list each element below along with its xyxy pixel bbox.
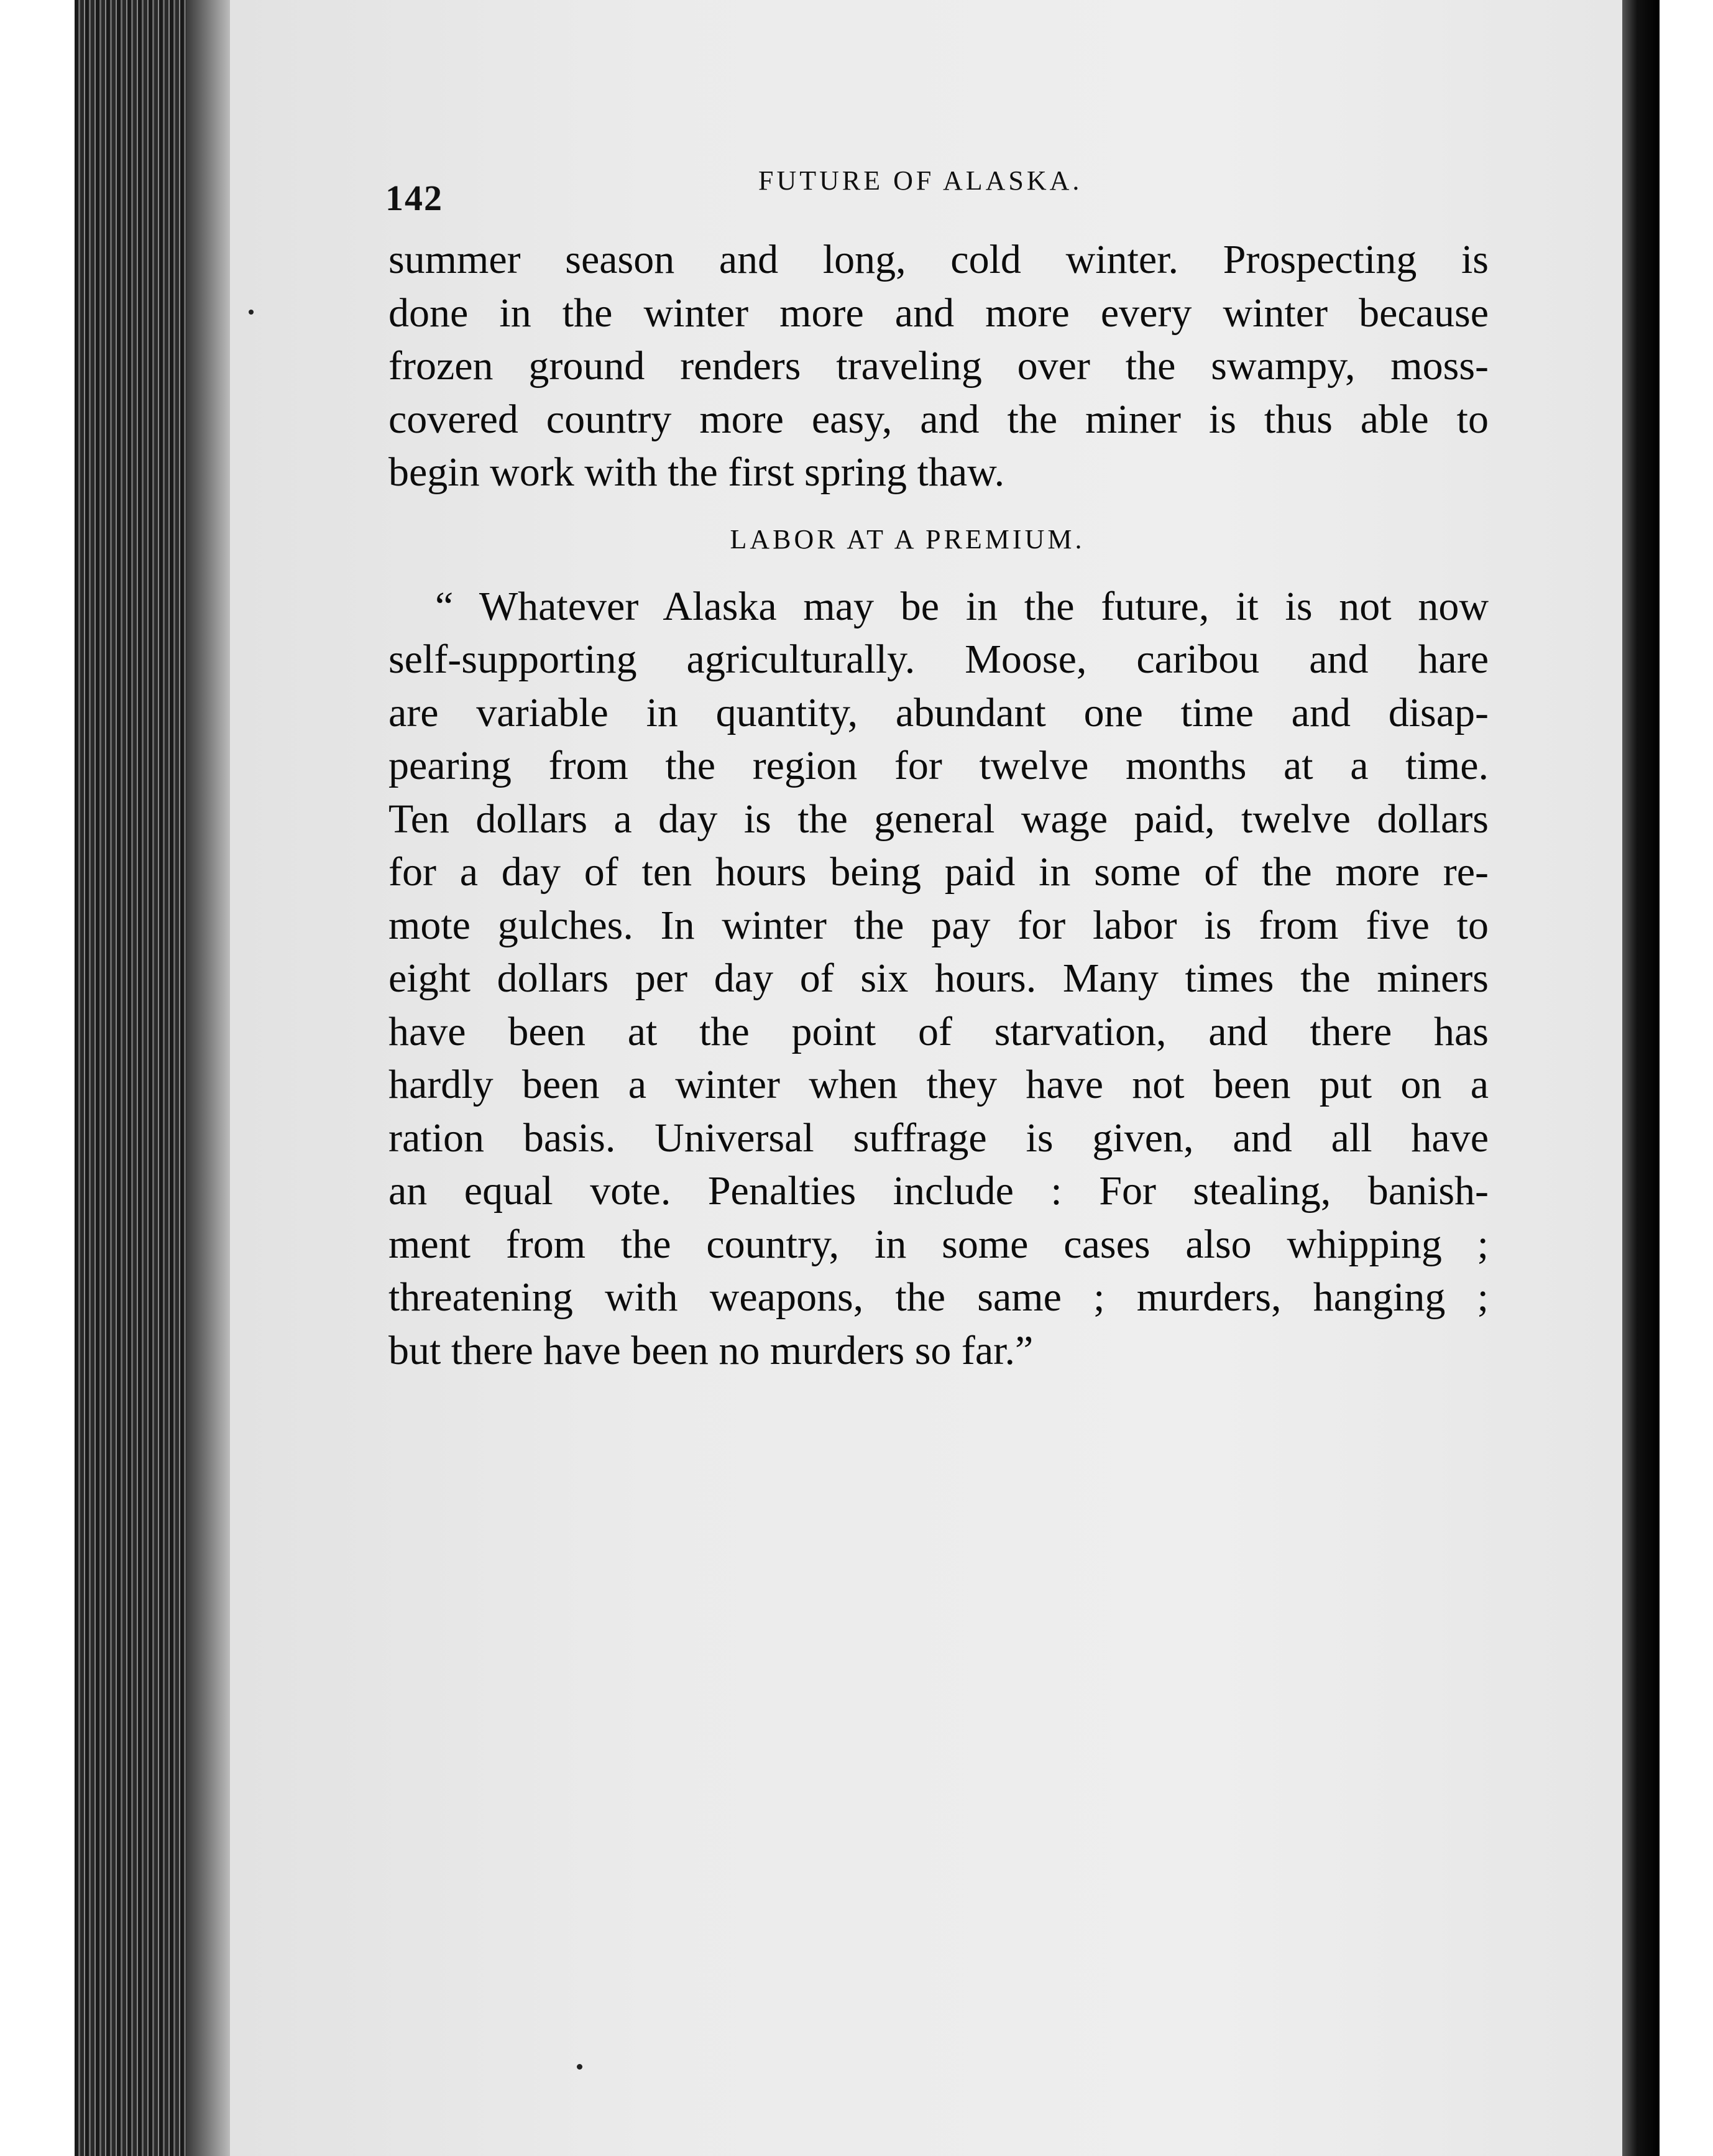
text-line: “ Whatever Alaska may be in the future, it is not now [435, 583, 1489, 629]
text-line: done in the winter more and more every winter because [388, 290, 1489, 336]
right-border [1622, 0, 1660, 2156]
text-line: for a day of ten hours being paid in some of the more re- [388, 849, 1489, 895]
text-line: an equal vote. Penalties include : For stealing, banish- [388, 1168, 1489, 1214]
text-line: ration basis. Universal suffrage is given, and all have [388, 1115, 1489, 1161]
section-heading: LABOR AT A PREMIUM. [730, 523, 1085, 555]
text-line: have been at the point of starvation, and there has [388, 1008, 1489, 1054]
text-line: ment from the country, in some cases also whipping ; [388, 1221, 1489, 1267]
text-line: threatening with weapons, the same ; murders, hanging ; [388, 1274, 1489, 1320]
text-line: Ten dollars a day is the general wage paid, twelve dollars [388, 796, 1489, 842]
text-line: eight dollars per day of six hours. Many times the miners [388, 956, 1489, 1001]
body-text [388, 233, 1489, 1377]
text-line: pearing from the region for twelve months at a time. [388, 743, 1489, 788]
text-line: mote gulches. In winter the pay for labor is from five to [388, 902, 1489, 948]
gutter-shadow [186, 0, 236, 2156]
text-line: begin work with the first spring thaw. [388, 449, 1005, 495]
text-line: hardly been a winter when they have not been put on a [388, 1062, 1489, 1107]
text-line: summer season and long, cold winter. Prospecting is [388, 237, 1489, 282]
dust-speck [577, 2064, 582, 2070]
text-line: are variable in quantity, abundant one time and disap- [388, 689, 1489, 735]
page-header [385, 159, 1504, 227]
text-line: covered country more easy, and the miner is thus able to [388, 396, 1489, 442]
text-line: but there have been no murders so far.” [388, 1327, 1034, 1373]
running-head: FUTURE OF ALASKA. [758, 165, 1083, 196]
text-line: frozen ground renders traveling over the swampy, moss- [388, 343, 1489, 389]
page-number: 142 [385, 178, 443, 218]
dust-speck [249, 310, 254, 315]
text-line: self-supporting agriculturally. Moose, caribou and hare [388, 637, 1489, 682]
